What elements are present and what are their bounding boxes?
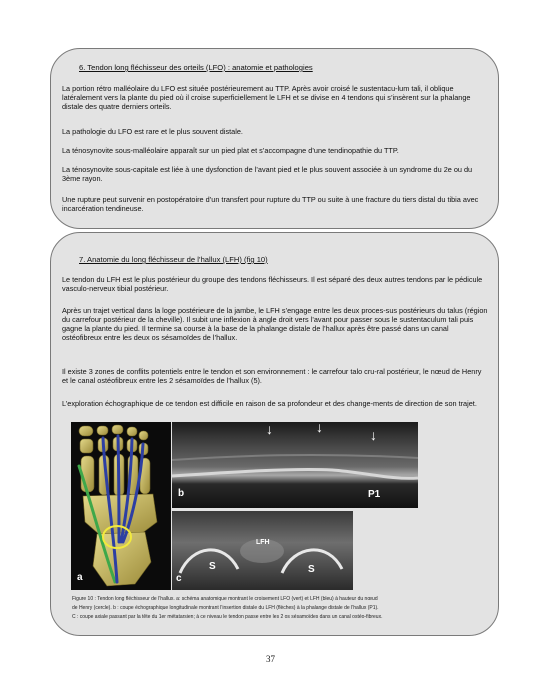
section-6-heading: 6. Tendon long fléchisseur des orteils (LFO) : anatomie et pathologies bbox=[79, 63, 313, 72]
figure-panel-b-ultrasound bbox=[172, 422, 418, 508]
section-7-paragraph-2: Après un trajet vertical dans la loge postérieure de la jambe, le LFH s’engage entre les deux proces-sus postérieurs du talus (région du carrefour postérieur de la cheville). Il subit une inflexion à angle droit vers l’avant pour passer sous le sustentaculum tali puis gagne la plante du pied. Il termine sa course à la base de la phalange distale de l’hallux après être passé dans un canal ostéofibreux entre les deux os sésamoïdes de l’hallux. bbox=[62, 306, 488, 342]
section-6-paragraph-1: La portion rétro malléolaire du LFO est située postérieurement au TTP. Après avoir croisé le sustentacu-lum tali, il oblique latéralement vers la plante du pied où il croise superficiellement le LFH et se divise en 4 tendons qui s’insèrent sur la phalange distale des quatre derniers orteils. bbox=[62, 84, 471, 111]
figure-caption-line-1: Figure 10 : Tendon long fléchisseur de l’hallux. a: schéma anatomique montrant le croisement LFO (vert) et LFH (bleu) à hauteur du nœud bbox=[72, 596, 378, 602]
figure-caption-line-2: de Henry (cercle). b : coupe échographique longitudinale montrant l’insertion distale du LFH (flèches) à la phalange distale de l’hallux (P1). bbox=[72, 605, 379, 611]
panel-c-lfh-label: LFH bbox=[256, 539, 270, 546]
panel-c-sesamoid-label: S bbox=[209, 561, 216, 572]
arrow-icon: ↓ bbox=[316, 422, 323, 435]
arrow-icon: ↓ bbox=[370, 427, 377, 443]
sesamoid-arcs bbox=[172, 511, 353, 590]
panel-b-p1-tag: P1 bbox=[368, 489, 381, 500]
page-number: 37 bbox=[266, 654, 275, 664]
section-6-paragraph-3: La ténosynovite sous-malléolaire apparaît sur un pied plat et s’accompagne d’une tendinopathie du TTP. bbox=[62, 146, 399, 155]
section-6-paragraph-5: Une rupture peut survenir en postopératoire d’un transfert pour rupture du TTP ou suite à une fracture du tiers distal du tibia avec incarcération tendineuse. bbox=[62, 195, 479, 213]
panel-c-sesamoid-label: S bbox=[308, 564, 315, 575]
ultrasound-texture bbox=[172, 422, 418, 508]
figure-caption-line-3: C : coupe axiale passant par la tête du 1er métatarsien; à ce niveau le tendon passe entre les 2 os sésamoïdes dans un canal ostéo-fibreux. bbox=[72, 614, 383, 620]
section-7-paragraph-1: Le tendon du LFH est le plus postérieur du groupe des tendons fléchisseurs. Il est séparé des deux autres tendons par le pédicule vasculo-nerveux tibial postérieur. bbox=[62, 275, 483, 293]
figure-panel-a-anatomy bbox=[71, 422, 171, 590]
section-7-paragraph-4: L’exploration échographique de ce tendon est difficile en raison de sa profondeur et des change-ments de direction de son trajet. bbox=[62, 399, 477, 408]
arrow-icon: ↓ bbox=[266, 422, 273, 437]
figure-panel-c-ultrasound bbox=[172, 511, 353, 590]
panel-a-label: a bbox=[77, 572, 83, 583]
section-7-paragraph-3: Il existe 3 zones de conflits potentiels entre le tendon et son environnement : le carrefour talo cru-ral postérieur, le nœud de Henry et le canal ostéofibreux entre les 2 sésamoïdes de l’hallux (5). bbox=[62, 367, 482, 385]
section-6-paragraph-4: La ténosynovite sous-capitale est liée à une dysfonction de l’avant pied et le plus souvent associée à un syndrome du 2e ou du 3ème rayon. bbox=[62, 165, 473, 183]
section-6-paragraph-2: La pathologie du LFO est rare et le plus souvent distale. bbox=[62, 127, 243, 136]
foot-anatomy-illustration bbox=[71, 422, 171, 590]
panel-b-label: b bbox=[178, 488, 185, 499]
section-7-heading: 7. Anatomie du long fléchisseur de l’hallux (LFH) (fig 10) bbox=[79, 255, 268, 264]
panel-c-label: c bbox=[176, 573, 182, 584]
